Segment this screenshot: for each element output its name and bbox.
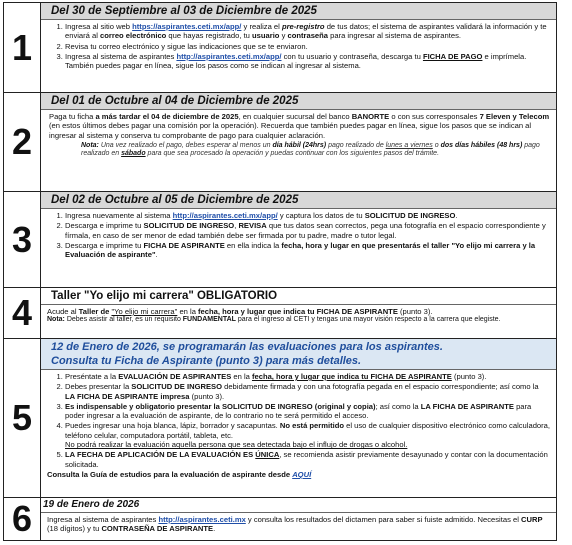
- step-number: 4: [4, 288, 41, 338]
- step-note: Nota: Una vez realizado el pago, debes esperar al menos un día hábil (24hrs) pago realizado de lunes a viernes o dos días hábiles (48 hrs) pago realizado en sábado para que sea procesado la operación y puedas continuar con los siguientes pasos del trámite.: [81, 141, 540, 158]
- steps-table: [3, 2, 557, 541]
- step-number: 5: [4, 339, 41, 497]
- aspirantes-link[interactable]: http://aspirantes.ceti.mx: [158, 515, 246, 524]
- step-body: Acude al Taller de "Yo elijo mi carrera" en la fecha, hora y lugar que indica tu FICHA DE ASPIRANTE (punto 3).: [47, 307, 433, 316]
- list-item: 4. Puedes ingresar una hoja blanca, lápiz, borrador y sacapuntas. No está permitido el uso de cualquier dispositivo electrónico como calculadora, teléfono celular, computadora portátil, tableta, etc. No podrá realizar la evaluación aquella persona que sea detectada bajo el influjo de drogas o alcohol.: [65, 421, 550, 449]
- list-item: 1. Ingresa al sitio web https://aspirantes.ceti.mx/app/ y realiza el pre-registro de tus datos; el sistema de aspirantes validará la información y te enviará al correo electrónico que hayas registrado, tu usuario y contraseña para ingresar al sistema de aspirantes.: [65, 22, 550, 41]
- step-list: [47, 211, 550, 259]
- step-row-1: [4, 3, 556, 93]
- aspirantes-link[interactable]: http://aspirantes.ceti.mx/app/: [176, 51, 282, 61]
- step-row-2: [4, 93, 556, 192]
- aspirantes-link[interactable]: http://aspirantes.ceti.mx/app/: [172, 211, 278, 220]
- list-item: 1. Preséntate a la EVALUACIÓN DE ASPIRANTES en la fecha, hora y lugar que indica tu FICHA DE ASPIRANTE (punto 3).: [65, 372, 550, 381]
- step-row-4: [4, 288, 556, 339]
- step-row-6: [4, 498, 556, 540]
- aspirantes-link[interactable]: https://aspirantes.ceti.mx/app/: [132, 22, 242, 31]
- step-header: 19 de Enero de 2026: [41, 498, 556, 513]
- list-item: 2. Descarga e imprime tu SOLICITUD DE INGRESO, REVISA que tus datos sean correctos, pega una fotografía en el espacio correspondiente y fírmala, en caso de ser menor de edad también debe ser firmada por tu padre, madre o tutor legal.: [65, 221, 550, 240]
- step-body: Paga tu ficha a más tardar el 04 de diciembre de 2025, en cualquier sucursal del banco BANORTE o con sus corresponsales 7 Eleven y Telecom (en estos últimos debes pagar una comisión por la operación). Recuerda que también puedes pagar en línea, sigue los pasos que se indican al ingresar al sistema y conserva tu comprobante de pago para cualquier aclaración.: [49, 112, 550, 140]
- study-guide-link[interactable]: AQUÍ: [292, 469, 312, 479]
- list-item: 5. LA FECHA DE APLICACIÓN DE LA EVALUACIÓN ES ÚNICA, se recomienda asistir previamente desayunado y contar con la documentación solicitada.: [65, 450, 550, 469]
- list-item: 3. Ingresa al sistema de aspirantes http://aspirantes.ceti.mx/app/ con tu usuario y contraseña, descarga tu FICHA DE PAGO e imprímela. También puedes pagar en línea, sigue los pasos como se indican al ingresar al sistema.: [65, 52, 550, 71]
- step-content: [41, 192, 556, 287]
- step-content: [41, 3, 556, 92]
- step-content: [41, 498, 556, 540]
- step-content: [41, 339, 556, 497]
- step-row-3: [4, 192, 556, 288]
- step-list: [47, 372, 550, 469]
- step-number: 1: [4, 3, 41, 92]
- step-list: [47, 22, 550, 70]
- step-number: 2: [4, 93, 41, 191]
- list-item: 3. Es indispensable y obligatorio presentar la SOLICITUD DE INGRESO (original y copia); así como la LA FICHA DE ASPIRANTE para poder ingresar a la evaluación de aspirante, de lo contrario no te será permitido el acceso.: [65, 402, 550, 421]
- step-header: Del 01 de Octubre al 04 de Diciembre de 2025: [41, 93, 556, 110]
- step-header: Del 30 de Septiembre al 03 de Diciembre de 2025: [41, 3, 556, 20]
- step-note: Nota: Debes asistir al taller, es un requisito FUNDAMENTAL para el ingreso al CETI y tengas una mayor visión respecto a la carrera que elegiste.: [47, 316, 501, 324]
- step-header: Del 02 de Octubre al 05 de Diciembre de 2025: [41, 192, 556, 209]
- step-number: 3: [4, 192, 41, 287]
- step-header: Taller "Yo elijo mi carrera" OBLIGATORIO: [41, 288, 556, 305]
- study-guide-line: Consulta la Guía de estudios para la evaluación de aspirante desde AQUÍ: [47, 469, 312, 479]
- step-row-5: [4, 339, 556, 498]
- list-item: 3. Descarga e imprime tu FICHA DE ASPIRANTE en ella indica la fecha, hora y lugar en que presentarás el taller "Yo elijo mi carrera y la Evaluación de aspirante".: [65, 241, 550, 260]
- list-item: 2. Debes presentar la SOLICITUD DE INGRESO debidamente firmada y con una fotografía pegada en el espacio correspondiente; así como la LA FICHA DE ASPIRANTE impresa (punto 3).: [65, 382, 550, 401]
- step-number: 6: [4, 498, 41, 540]
- step-content: [41, 288, 556, 338]
- step-content: [41, 93, 556, 191]
- step-body: Ingresa al sistema de aspirantes http://aspirantes.ceti.mx y consulta los resultados del dictamen para saber si fuiste admitido. Necesitas el CURP (18 dígitos) y tu CONTRASEÑA DE ASPIRANTE.: [47, 515, 543, 534]
- list-item: 1. Ingresa nuevamente al sistema http://aspirantes.ceti.mx/app/ y captura los datos de tu SOLICITUD DE INGRESO.: [65, 211, 550, 220]
- list-item: 2. Revisa tu correo electrónico y sigue las indicaciones que se te enviaron.: [65, 42, 550, 51]
- step-header: 12 de Enero de 2026, se programarán las evaluaciones para los aspirantes. Consulta tu Ficha de Aspirante (punto 3) para más detalles.: [41, 339, 556, 370]
